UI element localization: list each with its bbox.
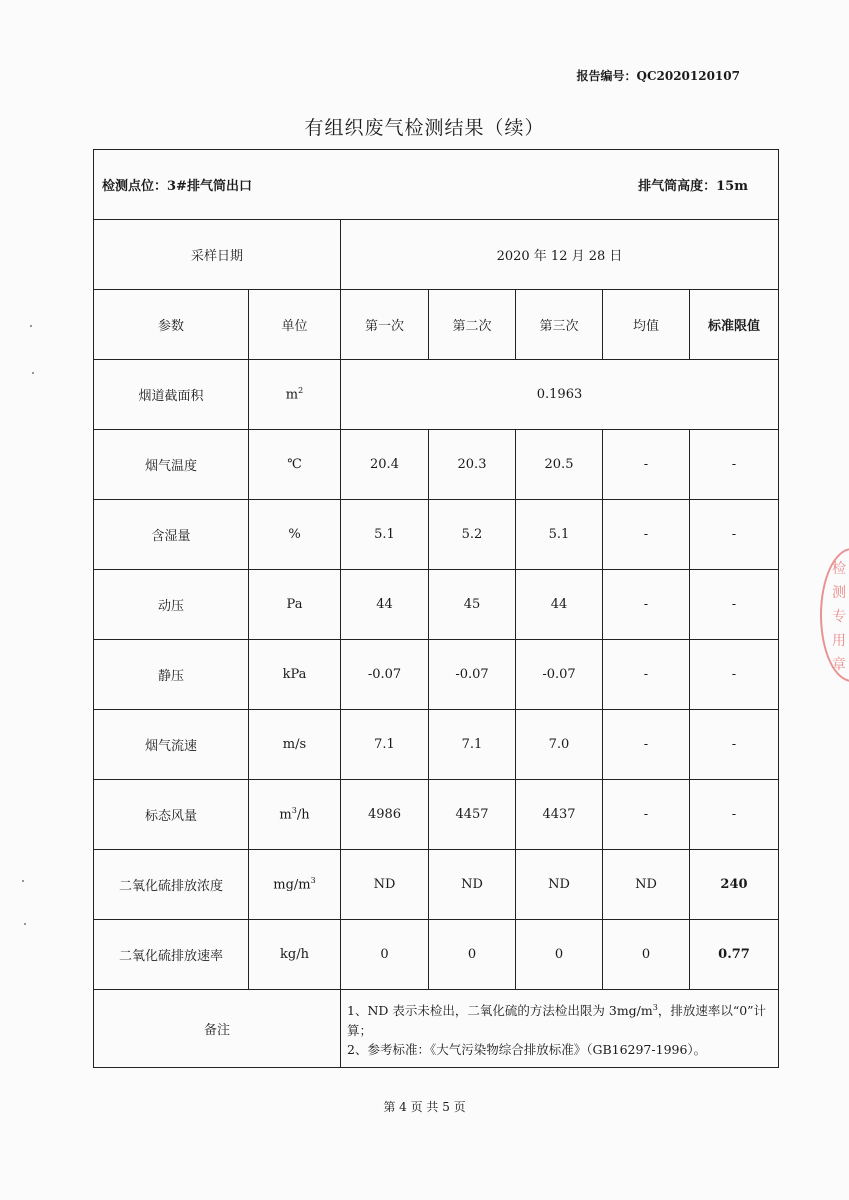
value-cell: 20.3	[429, 430, 516, 500]
col-header-run1: 第一次	[341, 290, 429, 360]
value-cell: 0	[341, 920, 429, 990]
avg-cell: -	[603, 500, 690, 570]
sampling-date-row	[94, 220, 779, 290]
limit-cell: 240	[690, 850, 779, 920]
avg-cell: -	[603, 640, 690, 710]
table-row	[94, 430, 779, 500]
page-title: 有组织废气检测结果（续）	[304, 117, 545, 139]
param-cell: 烟气流速	[94, 710, 249, 780]
value-cell: ND	[429, 850, 516, 920]
value-cell: 5.1	[516, 500, 603, 570]
param-cell: 静压	[94, 640, 249, 710]
value-cell: 44	[341, 570, 429, 640]
param-cell: 烟道截面积	[94, 360, 249, 430]
col-header-limit: 标准限值	[690, 290, 779, 360]
notes-text: 1、ND 表示未检出，二氧化硫的方法检出限为 $3mg/m^3$，排放速率以“0”计算； 2、参考标准：《大气污染物综合排放标准》（GB16297-1996）。	[341, 990, 779, 1068]
table-row	[94, 920, 779, 990]
scan-speck	[24, 923, 26, 925]
value-cell: 4986	[341, 780, 429, 850]
col-header-run2: 第二次	[429, 290, 516, 360]
avg-cell: -	[603, 570, 690, 640]
official-seal-stamp: 检 测 专 用 章	[820, 548, 849, 682]
avg-cell: -	[603, 710, 690, 780]
table-row	[94, 710, 779, 780]
value-cell: 4437	[516, 780, 603, 850]
col-header-param: 参数	[94, 290, 249, 360]
value-cell: -0.07	[429, 640, 516, 710]
param-cell: 二氧化硫排放速率	[94, 920, 249, 990]
limit-cell: -	[690, 640, 779, 710]
result-table	[93, 149, 779, 1068]
col-header-run3: 第三次	[516, 290, 603, 360]
value-cell: 0	[516, 920, 603, 990]
monitoring-location: 检测点位：3#排气筒出口	[102, 179, 252, 194]
unit-cell: %	[249, 500, 341, 570]
table-row	[94, 500, 779, 570]
value-cell: 7.1	[341, 710, 429, 780]
unit-cell: Pa	[249, 570, 341, 640]
scan-speck	[22, 880, 24, 882]
value-cell: 7.0	[516, 710, 603, 780]
value-cell: 0	[429, 920, 516, 990]
avg-cell: 0	[603, 920, 690, 990]
limit-cell: -	[690, 570, 779, 640]
notes-label: 备注	[94, 990, 341, 1068]
limit-cell: -	[690, 710, 779, 780]
col-header-unit: 单位	[249, 290, 341, 360]
value-cell: 45	[429, 570, 516, 640]
param-cell: 动压	[94, 570, 249, 640]
table-row	[94, 570, 779, 640]
avg-cell: -	[603, 780, 690, 850]
avg-cell: -	[603, 430, 690, 500]
table-row	[94, 360, 779, 430]
scan-speck	[30, 325, 32, 327]
value-cell: 5.2	[429, 500, 516, 570]
notes-row	[94, 990, 779, 1068]
page-footer: 第 4 页 共 5 页	[383, 1100, 466, 1114]
unit-cell: m/s	[249, 710, 341, 780]
param-cell: 标态风量	[94, 780, 249, 850]
limit-cell: -	[690, 430, 779, 500]
unit-cell: kPa	[249, 640, 341, 710]
param-cell: 二氧化硫排放浓度	[94, 850, 249, 920]
sampling-date-label: 采样日期	[94, 220, 341, 290]
limit-cell: -	[690, 500, 779, 570]
value-cell: 0.1963	[341, 360, 779, 430]
table-row	[94, 780, 779, 850]
value-cell: 7.1	[429, 710, 516, 780]
value-cell: 44	[516, 570, 603, 640]
stack-height: 排气筒高度：15m	[638, 179, 748, 194]
value-cell: 5.1	[341, 500, 429, 570]
value-cell: -0.07	[516, 640, 603, 710]
value-cell: ND	[516, 850, 603, 920]
sampling-date-value: 2020 年 12 月 28 日	[341, 220, 779, 290]
unit-cell: $mg/m^3$	[249, 850, 341, 920]
param-cell: 烟气温度	[94, 430, 249, 500]
unit-cell: kg/h	[249, 920, 341, 990]
avg-cell: ND	[603, 850, 690, 920]
unit-cell: ℃	[249, 430, 341, 500]
limit-cell: -	[690, 780, 779, 850]
value-cell: 20.4	[341, 430, 429, 500]
unit-cell: $m^2$	[249, 360, 341, 430]
report-number: 报告编号：QC2020120107	[576, 69, 740, 83]
param-cell: 含湿量	[94, 500, 249, 570]
value-cell: 4457	[429, 780, 516, 850]
table-header-row	[94, 150, 779, 220]
col-header-avg: 均值	[603, 290, 690, 360]
limit-cell: 0.77	[690, 920, 779, 990]
value-cell: -0.07	[341, 640, 429, 710]
scan-speck	[32, 372, 34, 374]
unit-cell: $m^3/h$	[249, 780, 341, 850]
table-row	[94, 640, 779, 710]
value-cell: ND	[341, 850, 429, 920]
table-row	[94, 850, 779, 920]
value-cell: 20.5	[516, 430, 603, 500]
column-header-row	[94, 290, 779, 360]
